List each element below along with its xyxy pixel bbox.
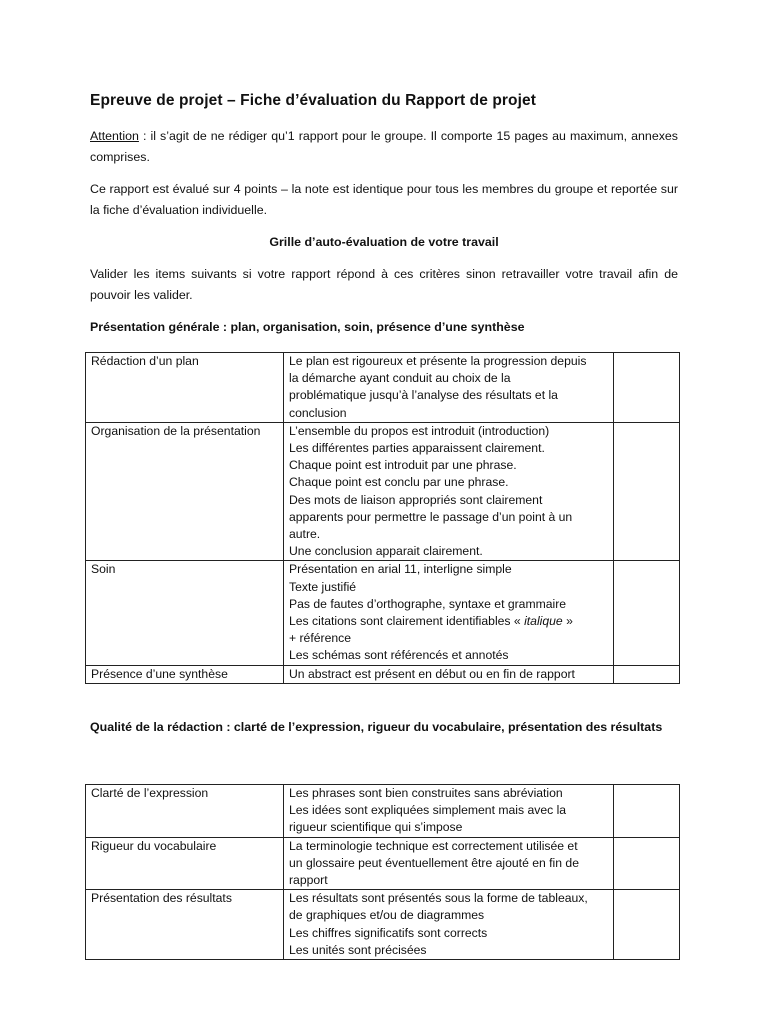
evaluation-note: Ce rapport est évalué sur 4 points – la note est identique pour tous les membres du groupe et reportée sur la fiche d’évaluation individuelle. bbox=[90, 182, 678, 217]
grid-title: Grille d’auto-évaluation de votre travail bbox=[269, 235, 499, 249]
instructions-paragraph: Valider les items suivants si votre rapport répond à ces critères sinon retravailler votre travail afin de pouvoir les valider. bbox=[90, 267, 678, 302]
description-cell bbox=[284, 785, 614, 838]
section2-table bbox=[85, 784, 680, 960]
table-row bbox=[86, 890, 680, 960]
description-line: Les unités sont précisées bbox=[289, 942, 427, 957]
table-row bbox=[86, 422, 680, 561]
criterion-cell: Organisation de la présentation bbox=[86, 422, 284, 561]
description-line: Les différentes parties apparaissent clairement. bbox=[289, 441, 545, 456]
description-line: Présentation en arial 11, interligne simple bbox=[289, 562, 512, 577]
description-line: Le plan est rigoureux et présente la progression depuis bbox=[289, 354, 587, 368]
description-line: rigueur scientifique qui s’impose bbox=[289, 820, 463, 835]
description-line: Un abstract est présent en début ou en fin de rapport bbox=[289, 666, 575, 681]
description-line: La terminologie technique est correctement utilisée et bbox=[289, 838, 578, 853]
table-row bbox=[86, 665, 680, 683]
description-line: Texte justifié bbox=[289, 579, 357, 594]
description-line: conclusion bbox=[289, 405, 347, 420]
description-line: Des mots de liaison appropriés sont clairement bbox=[289, 492, 543, 507]
description-cell bbox=[284, 422, 614, 561]
description-line: Les phrases sont bien construites sans abréviation bbox=[289, 786, 563, 800]
document-title: Epreuve de projet – Fiche d’évaluation du Rapport de projet bbox=[90, 92, 536, 109]
criterion-cell: Présence d’une synthèse bbox=[86, 665, 284, 683]
validation-checkbox-cell[interactable] bbox=[614, 837, 680, 890]
criterion-cell: Clarté de l’expression bbox=[86, 785, 284, 838]
description-cell bbox=[284, 353, 614, 423]
section1-title: Présentation générale : plan, organisation, soin, présence d’une synthèse bbox=[90, 320, 525, 334]
section2-title: Qualité de la rédaction : clarté de l’expression, rigueur du vocabulaire, présentation des résultats bbox=[90, 720, 663, 734]
description-line: Les schémas sont référencés et annotés bbox=[289, 648, 509, 663]
description-line: de graphiques et/ou de diagrammes bbox=[289, 908, 485, 923]
description-line: L’ensemble du propos est introduit (introduction) bbox=[289, 423, 550, 438]
description-line: Pas de fautes d’orthographe, syntaxe et grammaire bbox=[289, 596, 567, 611]
criterion-cell: Rigueur du vocabulaire bbox=[86, 837, 284, 890]
description-cell bbox=[284, 665, 614, 683]
validation-checkbox-cell[interactable] bbox=[614, 353, 680, 423]
validation-checkbox-cell[interactable] bbox=[614, 890, 680, 960]
validation-checkbox-cell[interactable] bbox=[614, 561, 680, 665]
description-cell bbox=[284, 890, 614, 960]
description-line: un glossaire peut éventuellement être ajouté en fin de bbox=[289, 855, 579, 870]
citation-line bbox=[289, 613, 609, 630]
description-line: Chaque point est conclu par une phrase. bbox=[289, 475, 509, 490]
table-row bbox=[86, 353, 680, 423]
description-line: Les résultats sont présentés sous la forme de tableaux, bbox=[289, 891, 588, 906]
criterion-cell: Présentation des résultats bbox=[86, 890, 284, 960]
description-line: + référence bbox=[289, 631, 351, 646]
description-line: Chaque point est introduit par une phrase. bbox=[289, 458, 517, 473]
validation-checkbox-cell[interactable] bbox=[614, 785, 680, 838]
attention-label: Attention bbox=[90, 129, 139, 143]
validation-checkbox-cell[interactable] bbox=[614, 422, 680, 561]
table-row bbox=[86, 561, 680, 665]
description-line: apparents pour permettre le passage d’un point à un bbox=[289, 509, 573, 524]
description-line: Les idées sont expliquées simplement mais avec la bbox=[289, 803, 567, 818]
citation-italic: italique bbox=[524, 614, 563, 629]
description-line: Les chiffres significatifs sont corrects bbox=[289, 925, 488, 940]
table-row bbox=[86, 837, 680, 890]
criterion-cell: Rédaction d’un plan bbox=[86, 353, 284, 423]
criterion-cell: Soin bbox=[86, 561, 284, 665]
citation-prefix: Les citations sont clairement identifiables « bbox=[289, 614, 525, 629]
description-line: problématique jusqu’à l’analyse des résultats et la bbox=[289, 388, 558, 403]
table-row bbox=[86, 785, 680, 838]
attention-paragraph bbox=[90, 126, 678, 168]
description-cell bbox=[284, 837, 614, 890]
description-line: la démarche ayant conduit au choix de la bbox=[289, 371, 511, 386]
description-line: autre. bbox=[289, 527, 321, 542]
description-cell bbox=[284, 561, 614, 665]
validation-checkbox-cell[interactable] bbox=[614, 665, 680, 683]
citation-suffix: » bbox=[562, 614, 573, 629]
attention-text: : il s’agit de ne rédiger qu’1 rapport pour le groupe. Il comporte 15 pages au maximum, annexes comprises. bbox=[90, 129, 678, 164]
section1-table bbox=[85, 352, 680, 684]
description-line: rapport bbox=[289, 873, 328, 888]
description-line: Une conclusion apparait clairement. bbox=[289, 544, 483, 559]
